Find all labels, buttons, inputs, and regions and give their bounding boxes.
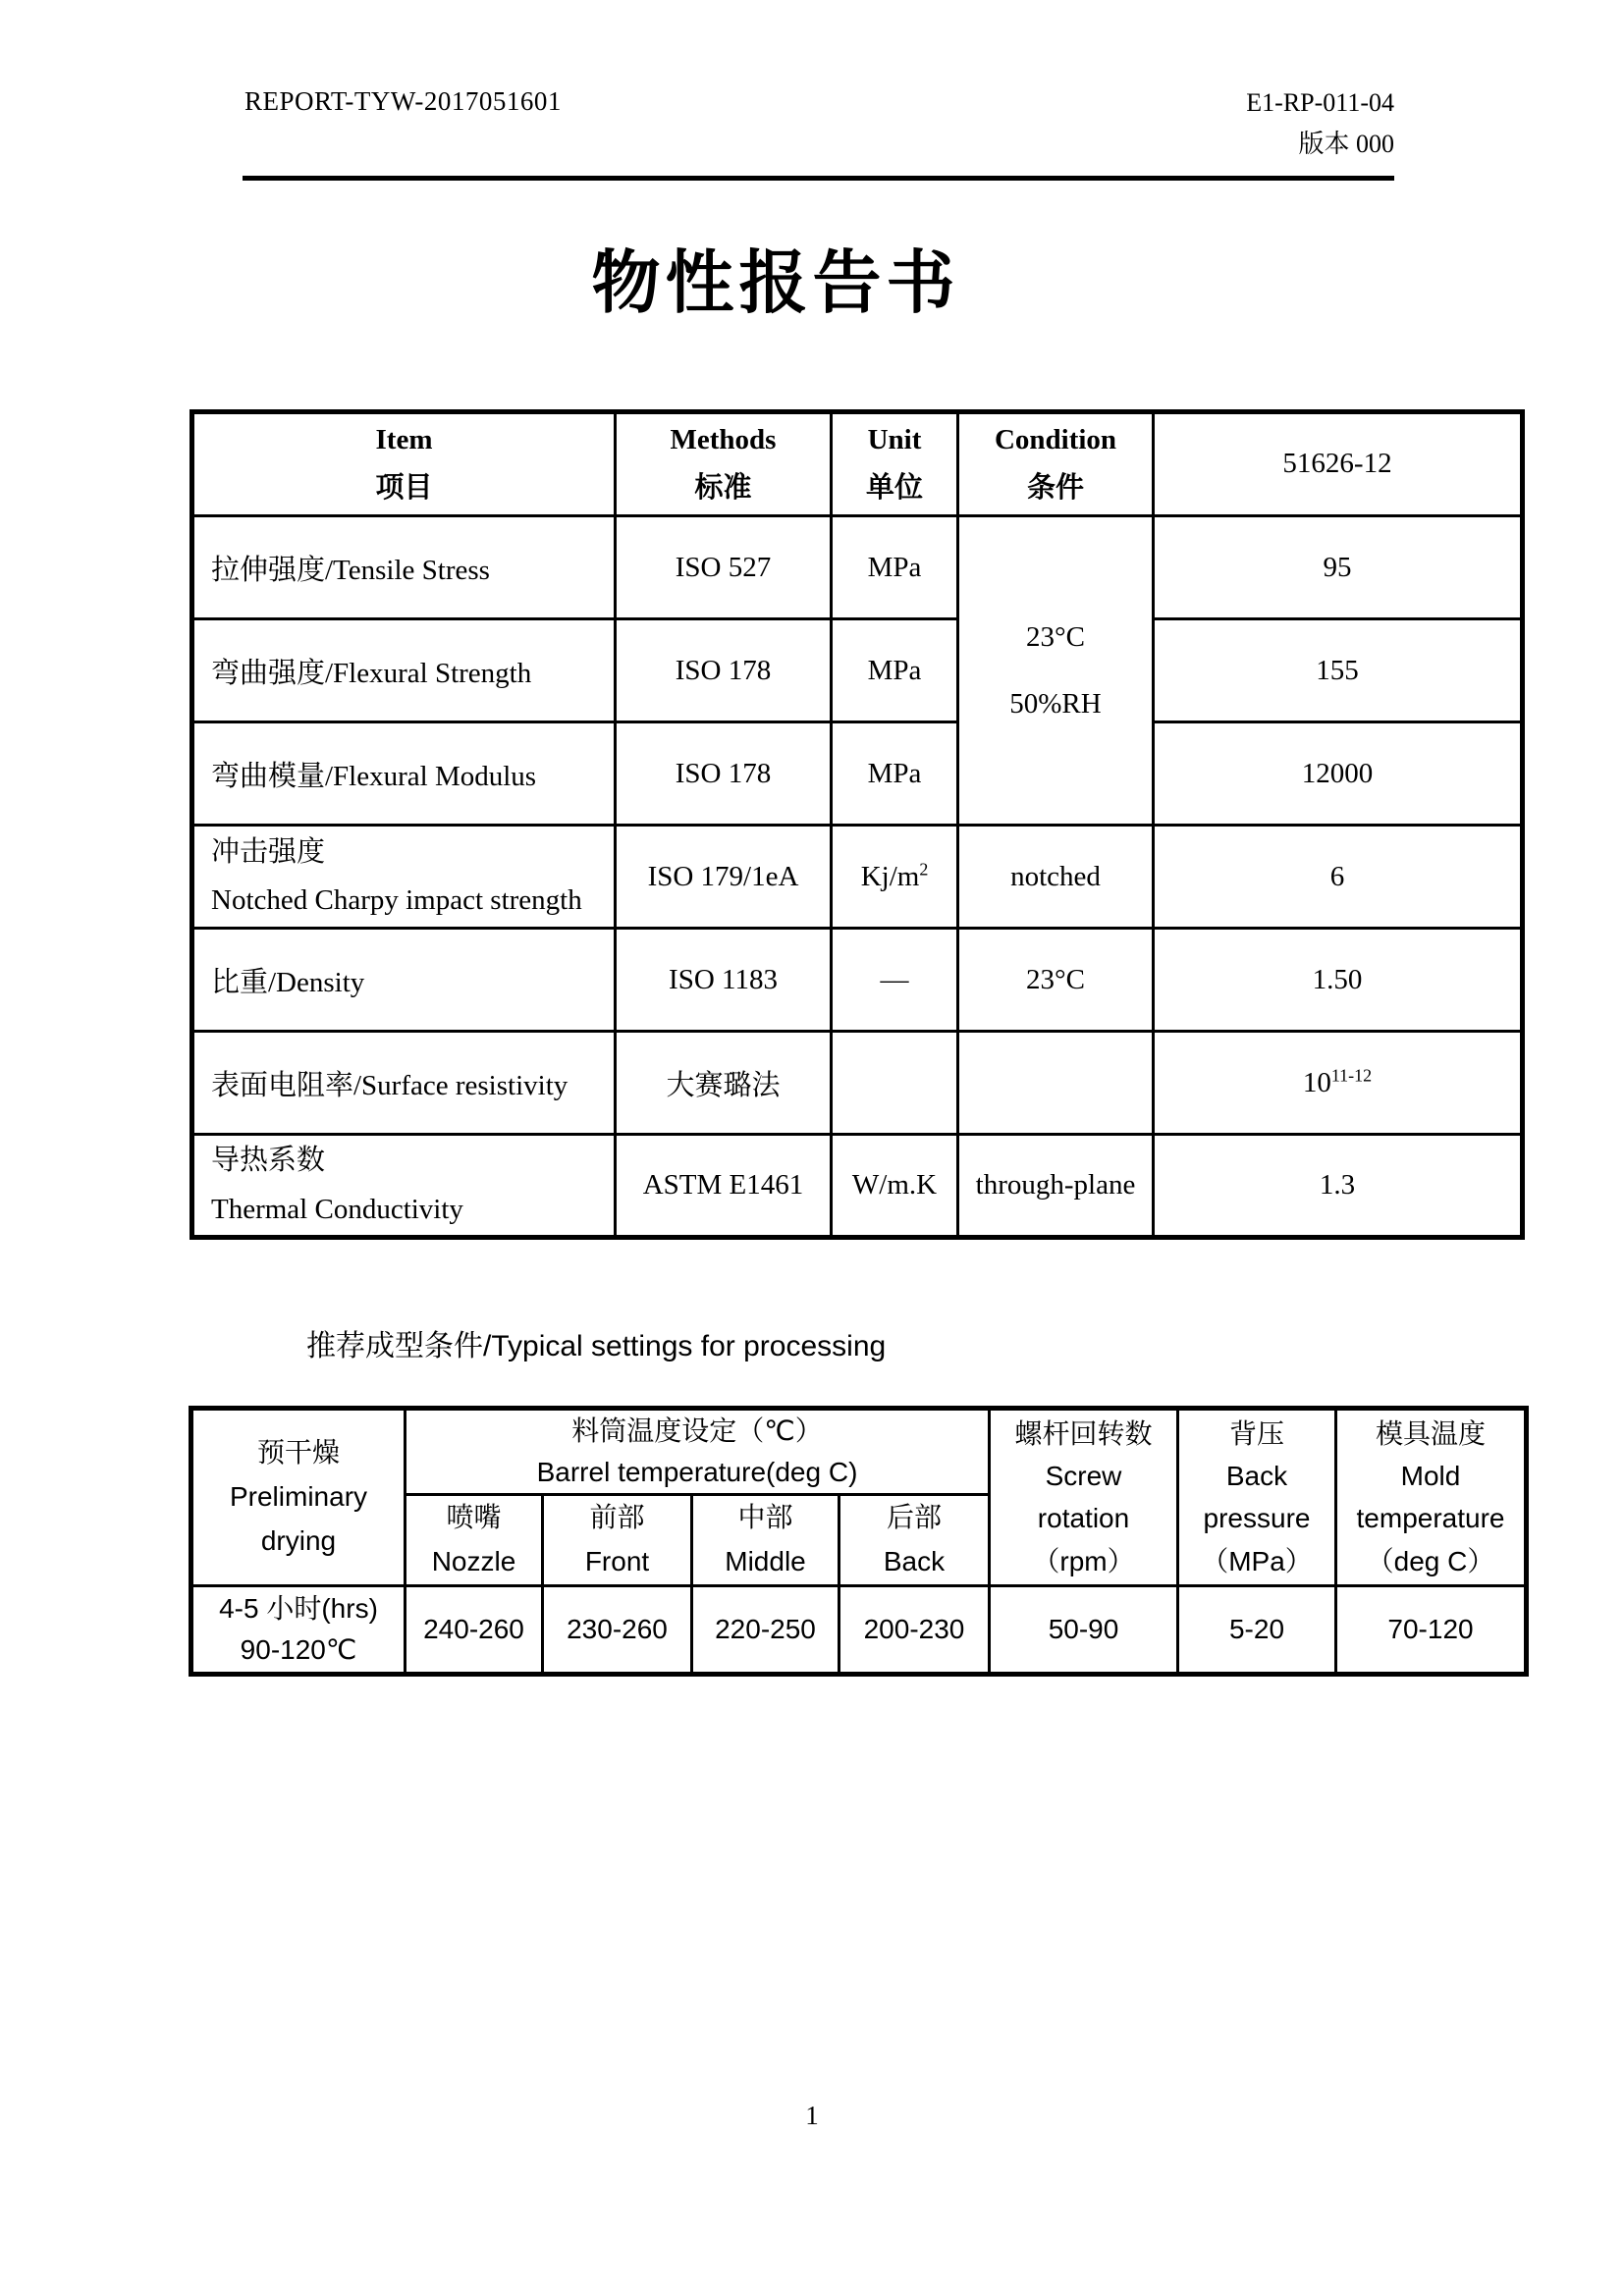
col-header-methods-en: Methods: [670, 423, 777, 455]
flexmodulus-item-cell: 弯曲模量/Flexural Modulus: [192, 722, 616, 826]
screw-header-en2: rotation: [1037, 1503, 1130, 1534]
predry-value-temp: 90-120℃: [240, 1633, 357, 1665]
page-number: 1: [805, 2101, 819, 2130]
processing-values-row: [191, 1585, 1527, 1674]
flexmodulus-unit-cell: MPa: [832, 722, 958, 826]
density-unit-cell: —: [832, 929, 958, 1032]
resistivity-item-cell: 表面电阻率/Surface resistivity: [192, 1032, 616, 1135]
impact-item-zh: 冲击强度: [211, 835, 326, 868]
zone-nozzle-en: Nozzle: [431, 1545, 516, 1576]
col-header-grade: 51626-12: [1154, 412, 1523, 516]
tensile-unit-cell: MPa: [832, 516, 958, 619]
impact-value-cell: 6: [1154, 826, 1523, 929]
col-header-condition-en: Condition: [994, 423, 1117, 455]
impact-condition-cell: notched: [958, 826, 1154, 929]
header-version: 版本 000: [1298, 130, 1394, 159]
condition-humidity: 50%RH: [1009, 688, 1102, 720]
predry-header-en2: drying: [260, 1524, 337, 1556]
col-header-unit-zh: 单位: [865, 472, 923, 504]
backpressure-value-cell: 5-20: [1178, 1585, 1336, 1674]
nozzle-value-cell: 240-260: [406, 1585, 543, 1674]
condition-temperature: 23°C: [1026, 620, 1085, 653]
properties-table: [189, 409, 1525, 1240]
row-impact-strength: [192, 826, 1523, 929]
zone-front-zh: 前部: [589, 1502, 645, 1532]
screw-header-unit: （rpm）: [1032, 1545, 1135, 1576]
mold-header-cell: [1336, 1409, 1527, 1586]
backpressure-header-zh: 背压: [1228, 1417, 1284, 1449]
mold-value-cell: 70-120: [1336, 1585, 1527, 1674]
density-condition-cell: 23°C: [958, 929, 1154, 1032]
barrel-header-zh: 料筒温度设定（℃）: [571, 1415, 823, 1446]
predry-value-cell: [191, 1585, 406, 1674]
zone-header-front: [543, 1495, 692, 1586]
mold-header-en2: temperature: [1356, 1503, 1505, 1534]
document-title: 物性报告书: [591, 244, 960, 321]
col-header-condition: [958, 412, 1154, 516]
thermal-condition-cell: through-plane: [958, 1135, 1154, 1238]
flexstrength-item-cell: 弯曲强度/Flexural Strength: [192, 619, 616, 722]
resistivity-value-superscript: 11-12: [1330, 1064, 1373, 1085]
predry-header-cell: [191, 1409, 406, 1586]
col-header-item-en: Item: [375, 423, 433, 455]
row-flexural-modulus: [192, 722, 1523, 826]
zone-nozzle-zh: 喷嘴: [446, 1502, 502, 1532]
zone-header-middle: [692, 1495, 839, 1586]
impact-unit-superscript: 2: [919, 858, 929, 879]
barrel-header-en: Barrel temperature(deg C): [536, 1457, 858, 1487]
density-value-cell: 1.50: [1154, 929, 1523, 1032]
row-tensile-stress: [192, 516, 1523, 619]
condition-merged-cell: [958, 516, 1154, 826]
density-method-cell: ISO 1183: [616, 929, 832, 1032]
header-report-number: REPORT-TYW-2017051601: [244, 86, 562, 116]
backpressure-header-en1: Back: [1225, 1460, 1288, 1491]
thermal-item-en: Thermal Conductivity: [211, 1193, 463, 1225]
row-flexural-strength: [192, 619, 1523, 722]
resistivity-value-cell: [1154, 1032, 1523, 1135]
middle-value-cell: 220-250: [692, 1585, 839, 1674]
resistivity-method-cell: 大赛璐法: [616, 1032, 832, 1135]
zone-middle-zh: 中部: [737, 1502, 793, 1532]
tensile-value-cell: 95: [1154, 516, 1523, 619]
col-header-unit: [832, 412, 958, 516]
flexstrength-unit-cell: MPa: [832, 619, 958, 722]
processing-section-heading: 推荐成型条件/Typical settings for processing: [306, 1330, 887, 1362]
flexmodulus-value-cell: 12000: [1154, 722, 1523, 826]
header-doc-code: E1-RP-011-04: [1246, 88, 1394, 117]
header-doc-info: [1246, 82, 1394, 165]
impact-item-cell: [192, 826, 616, 929]
backpressure-header-en2: pressure: [1203, 1503, 1311, 1534]
zone-middle-en: Middle: [725, 1545, 806, 1576]
mold-header-unit: （deg C）: [1366, 1545, 1495, 1576]
zone-front-en: Front: [584, 1545, 650, 1576]
impact-item-en: Notched Charpy impact strength: [211, 884, 582, 916]
screw-value-cell: 50-90: [990, 1585, 1178, 1674]
tensile-method-cell: ISO 527: [616, 516, 832, 619]
flexstrength-value-cell: 155: [1154, 619, 1523, 722]
impact-method-cell: ISO 179/1eA: [616, 826, 832, 929]
zone-header-nozzle: [406, 1495, 543, 1586]
processing-table: [189, 1406, 1529, 1677]
impact-unit-base: Kj/m: [860, 860, 920, 892]
row-surface-resistivity: [192, 1032, 1523, 1135]
resistivity-value-base: 10: [1302, 1066, 1331, 1098]
thermal-value-cell: 1.3: [1154, 1135, 1523, 1238]
screw-header-en1: Screw: [1045, 1460, 1122, 1491]
zone-back-en: Back: [883, 1545, 946, 1576]
predry-value-hours: 4-5 小时(hrs): [219, 1592, 378, 1624]
col-header-item: [192, 412, 616, 516]
backpressure-header-cell: [1178, 1409, 1336, 1586]
flexmodulus-method-cell: ISO 178: [616, 722, 832, 826]
properties-header-row: [192, 412, 1523, 516]
zone-header-back: [839, 1495, 990, 1586]
impact-unit-cell: [832, 826, 958, 929]
thermal-item-zh: 导热系数: [211, 1145, 326, 1177]
mold-header-zh: 模具温度: [1375, 1417, 1486, 1449]
mold-header-en1: Mold: [1400, 1460, 1461, 1491]
col-header-condition-zh: 条件: [1026, 472, 1084, 504]
thermal-item-cell: [192, 1135, 616, 1238]
col-header-methods: [616, 412, 832, 516]
row-density: [192, 929, 1523, 1032]
row-thermal-conductivity: [192, 1135, 1523, 1238]
col-header-methods-zh: 标准: [694, 472, 752, 504]
thermal-unit-cell: W/m.K: [832, 1135, 958, 1238]
backpressure-header-unit: （MPa）: [1201, 1545, 1313, 1576]
barrel-group-header-cell: [406, 1409, 990, 1495]
predry-header-zh: 预干燥: [256, 1437, 340, 1468]
density-item-cell: 比重/Density: [192, 929, 616, 1032]
front-value-cell: 230-260: [543, 1585, 692, 1674]
flexstrength-method-cell: ISO 178: [616, 619, 832, 722]
header-divider-rule: [243, 176, 1394, 181]
processing-header-row-1: [191, 1409, 1527, 1495]
resistivity-unit-cell: [832, 1032, 958, 1135]
resistivity-condition-cell: [958, 1032, 1154, 1135]
thermal-method-cell: ASTM E1461: [616, 1135, 832, 1238]
tensile-item-cell: 拉伸强度/Tensile Stress: [192, 516, 616, 619]
back-value-cell: 200-230: [839, 1585, 990, 1674]
col-header-item-zh: 项目: [375, 472, 433, 504]
screw-header-zh: 螺杆回转数: [1014, 1417, 1153, 1449]
zone-back-zh: 后部: [886, 1502, 942, 1532]
col-header-unit-en: Unit: [867, 423, 922, 455]
screw-header-cell: [990, 1409, 1178, 1586]
predry-header-en1: Preliminary: [229, 1480, 368, 1512]
